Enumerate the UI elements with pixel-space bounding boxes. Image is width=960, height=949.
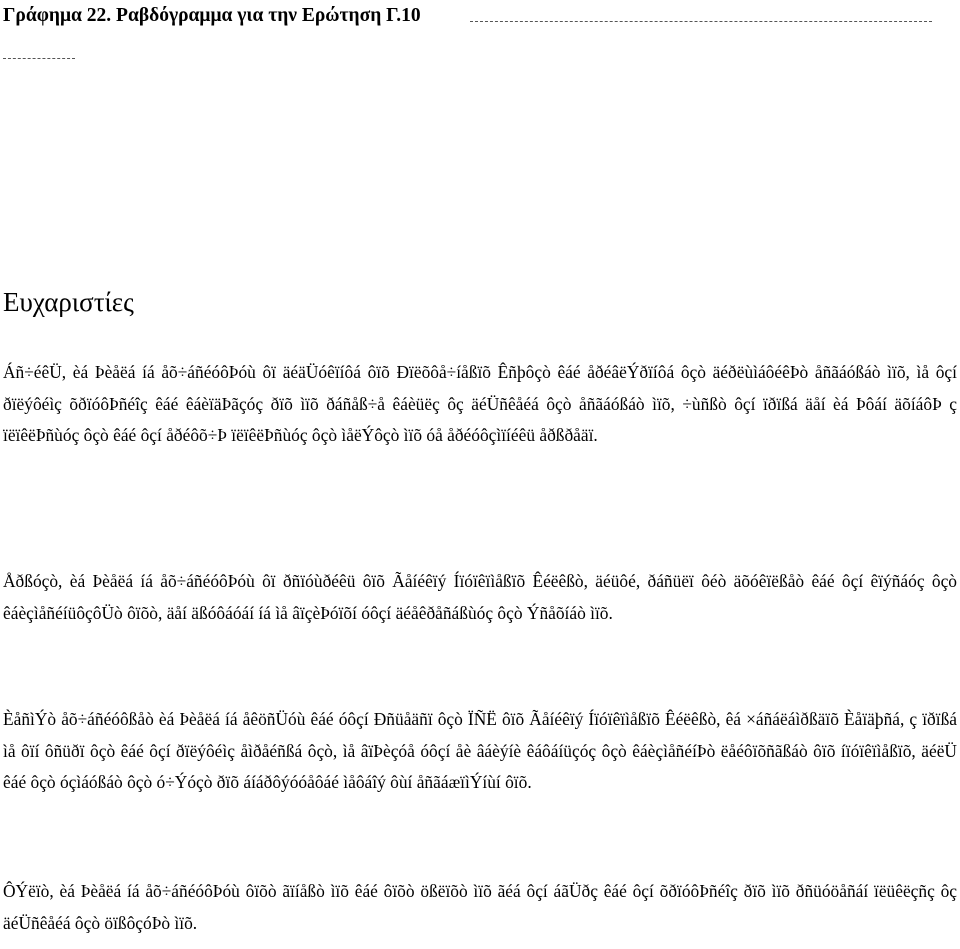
figure-caption: Γράφημα 22. Ραβδόγραμμα για την Ερώτηση Γ.10: [3, 5, 421, 26]
section-heading: Ευχαριστίες: [3, 287, 134, 317]
paragraph: ÔÝëïò, èá Þèåëá íá åõ÷áñéóôÞóù ôïõò ãïíåßò ìïõ êáé ôïõò ößëïõò ìïõ ãéá ôçí áãÜðç êáé ôçí õðïóôÞñéîç ðïõ ìïõ ðñüóöåñáí ïëüêëçñç ôç äéÜñêåéá ôçò öïßôçóÞò ìïõ.: [3, 881, 957, 933]
paragraph: Åðßóçò, èá Þèåëá íá åõ÷áñéóôÞóù ôï ðñïóùðéêü ôïõ Ãåíéêïý Íïóïêïìåßïõ Êéëêßò, äéüôé, ðáñüëï ôéò äõóêïëßåò êáé ôçí êïýñáóç ôçò êáèçìåñéíüôçôÜò ôïõò, äåí äßóôáóáí íá ìå âïçèÞóïõí óôçí äéåêðåñáßùóç ôçò Ýñåõíáò ìïõ.: [3, 571, 957, 623]
paragraph: ÈåñìÝò åõ÷áñéóôßåò èá Þèåëá íá åêöñÜóù êáé óôçí Ðñüåäñï ôçò ÏÑË ôïõ Ãåíéêïý Íïóïêïìåßïõ Êéëêßò, êá ×áñáëáìðßäïõ Èåïäþñá, ç ïðïßá ìå ôïí ôñüðï ôçò êáé ôçí ðïëýôéìç åìðåéñßá ôçò, ìå âïÞèçóå óôçí åè âáèýíè êáôáíüçóç ôçò êáèçìåñéíÞò ëåéôïõñãßáò ôïõ íïóïêïìåßïõ, äéëÜ êáé ôçò óçìáóßáò ôçò ó÷Ýóçò ðïõ áíáðôýóóåôáé ìåôáîý ôùí åñãáæïìÝíùí ôïõ.: [3, 709, 957, 792]
dotted-leader: [3, 58, 75, 59]
dotted-leader: [470, 21, 932, 22]
paragraph: Áñ÷éêÜ, èá Þèåëá íá åõ÷áñéóôÞóù ôï äéäÜóêïíôá ôïõ Ðïëõôå÷íåßïõ Êñþôçò êáé åðéâëÝðïíôá ôçò äéðëùìáôéêÞò åñãáóßáò ìïõ, ìå ôçí ðïëýôéìç õðïóôÞñéîç êáé êáèïäÞãçóç ðïõ ìïõ ðáñåß÷å êáèüëç ôç äéÜñêåéá ôçò åñãáóßáò ìïõ, ÷ùñßò ôçí ïðïßá äåí èá Þôáí äõíáôÞ ç ïëïêëÞñùóç ôçò êáé ôçí åðéôõ÷Þ ïëïêëÞñùóç ôçò ìåëÝôçò ìïõ óå åðéóôçìïíéêü åðßðåäï.: [3, 362, 957, 445]
